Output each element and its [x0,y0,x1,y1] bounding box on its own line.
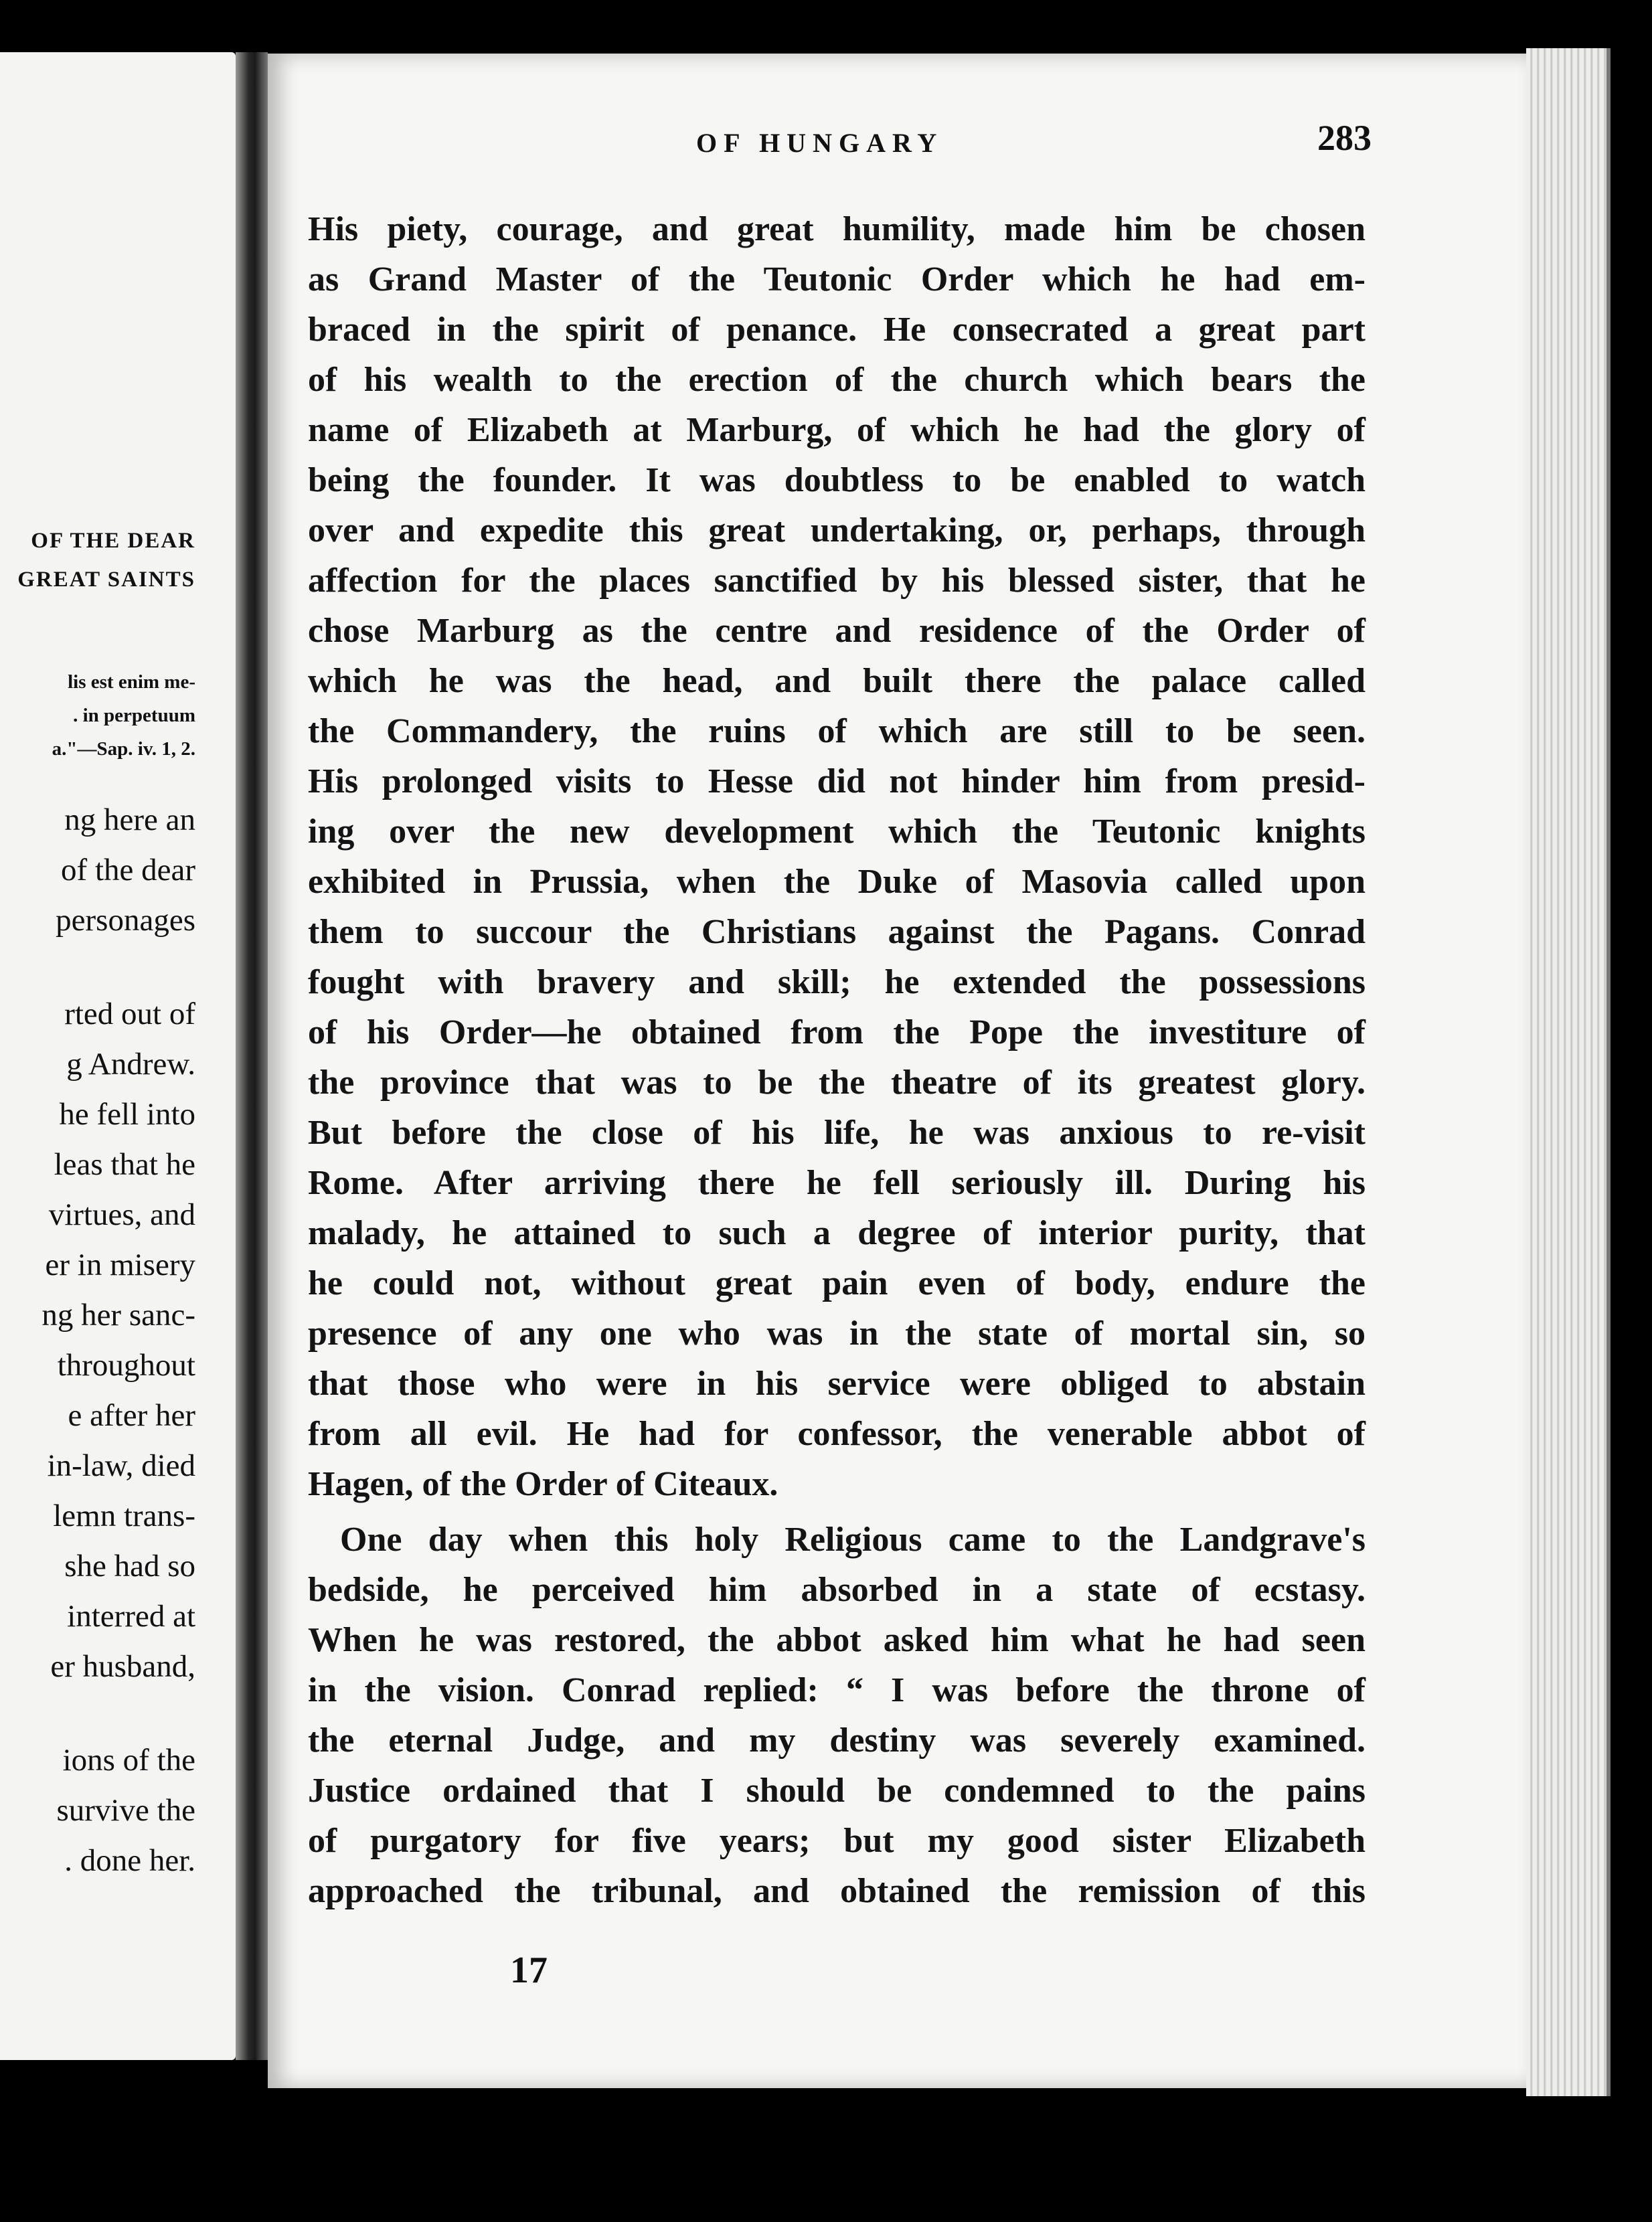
left-page-line: she had so [64,1549,195,1584]
text-line: chose Marburg as the centre and residence of the Order of [308,612,1366,650]
text-line: One day when this holy Religious came to the Landgrave's [340,1521,1366,1559]
text-line: presence of any one who was in the state of mortal sin, so [308,1314,1366,1353]
text-line: approached the tribunal, and obtained the remission of this [308,1872,1366,1910]
text-line: that those who were in his service were obliged to abstain [308,1365,1366,1403]
text-line: them to succour the Christians against the Pagans. Conrad [308,913,1366,951]
left-page-line: of the dear [61,853,195,887]
text-line: malady, he attained to such a degree of interior purity, that [308,1214,1366,1252]
left-page-line: ng here an [64,802,195,837]
left-page-line: rted out of [64,997,195,1031]
left-page-line: interred at [67,1599,195,1634]
left-page-line: lemn trans- [53,1499,195,1533]
text-line: name of Elizabeth at Marburg, of which he had the glory of [308,411,1366,449]
text-line: of his wealth to the erection of the church which bears the [308,361,1366,399]
left-page-line: OF THE DEAR [31,529,195,553]
text-line: which he was the head, and built there the palace called [308,662,1366,700]
signature-mark: 17 [510,1950,548,1991]
left-page-line: personages [56,903,195,938]
text-line: over and expedite this great undertaking, or, perhaps, through [308,511,1366,549]
left-page-line: ng her sanc- [42,1298,195,1333]
text-line: His piety, courage, and great humility, made him be chosen [308,210,1366,248]
text-line: ing over the new development which the Teutonic knights [308,813,1366,851]
left-page-line: lis est enim me- [68,671,195,693]
text-line: fought with bravery and skill; he extended the possessions [308,963,1366,1001]
text-line: the province that was to be the theatre of its greatest glory. [308,1063,1366,1102]
left-page-line: he fell into [59,1097,195,1132]
text-line: When he was restored, the abbot asked him what he had seen [308,1621,1366,1659]
left-page-line: survive the [56,1793,195,1828]
text-line: affection for the places sanctified by his blessed sister, that he [308,562,1366,600]
left-page-line: throughout [57,1348,195,1383]
text-line: But before the close of his life, he was anxious to re-visit [308,1114,1366,1152]
left-page-line: ions of the [62,1743,195,1778]
left-page-line: . in perpetuum [73,705,195,726]
left-page-line: er in misery [45,1248,195,1282]
paragraph [308,1515,1366,1916]
text-line: Justice ordained that I should be condemned to the pains [308,1772,1366,1810]
left-page-line: leas that he [54,1147,195,1182]
running-head: OF HUNGARY [696,128,944,158]
body-text [308,204,1366,1916]
paragraph [308,204,1366,1509]
left-page-line: GREAT SAINTS [17,568,195,592]
left-page-line: a."—Sap. iv. 1, 2. [52,738,195,760]
text-line: His prolonged visits to Hesse did not hinder him from presid- [308,762,1366,800]
text-line: exhibited in Prussia, when the Duke of Masovia called upon [308,863,1366,901]
text-line: being the founder. It was doubtless to be enabled to watch [308,461,1366,499]
text-line: the eternal Judge, and my destiny was severely examined. [308,1721,1366,1760]
text-line: of his Order—he obtained from the Pope the investiture of [308,1013,1366,1051]
left-page-line: e after her [68,1398,195,1433]
text-line: as Grand Master of the Teutonic Order which he had em- [308,260,1366,298]
page-edge-stack [1526,48,1610,2096]
text-line: the Commandery, the ruins of which are still to be seen. [308,712,1366,750]
text-line: Rome. After arriving there he fell seriously ill. During his [308,1164,1366,1202]
left-page-line: virtues, and [48,1197,195,1232]
text-line: braced in the spirit of penance. He consecrated a great part [308,311,1366,349]
text-line: he could not, without great pain even of body, endure the [308,1264,1366,1302]
left-page-line: . done her. [64,1843,195,1878]
left-page-line: in-law, died [47,1448,195,1483]
text-line: Hagen, of the Order of Citeaux. [308,1465,778,1503]
text-line: in the vision. Conrad replied: “ I was before the throne of [308,1671,1366,1709]
left-page-line: g Andrew. [66,1047,195,1082]
text-line: of purgatory for five years; but my good sister Elizabeth [308,1822,1366,1860]
book-gutter [236,52,268,2060]
left-page-line: er husband, [50,1649,195,1684]
text-line: bedside, he perceived him absorbed in a state of ecstasy. [308,1571,1366,1609]
left-facing-page [0,52,236,2060]
text-line: from all evil. He had for confessor, the venerable abbot of [308,1415,1366,1453]
page-number: 283 [1317,118,1372,158]
